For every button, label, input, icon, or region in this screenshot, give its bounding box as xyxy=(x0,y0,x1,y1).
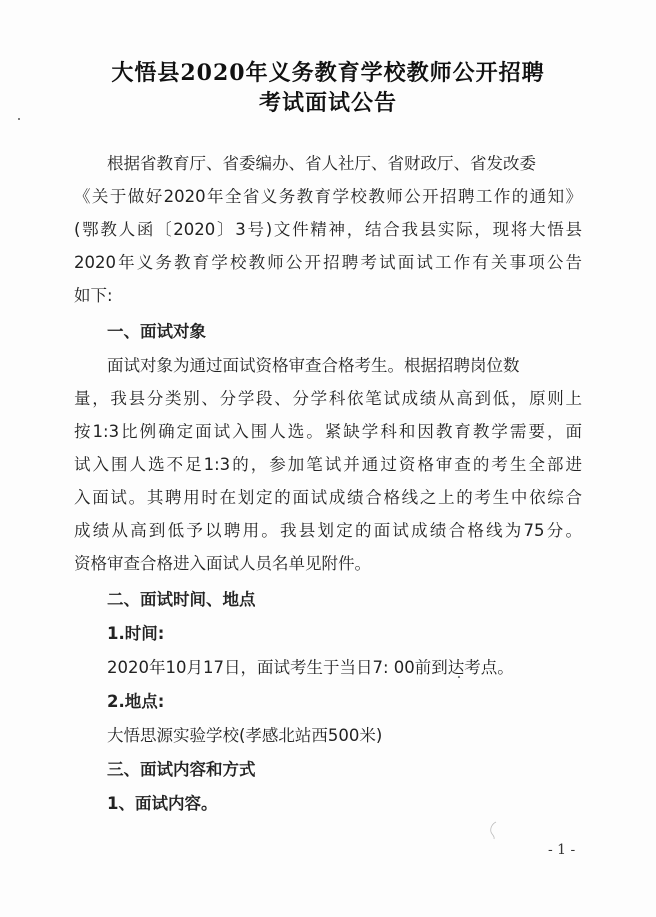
intro-line-2: 《关于做好2020年全省义务教育学校教师公开招聘工作的通知》 xyxy=(74,187,582,206)
section-1-heading: 一、面试对象 xyxy=(107,322,206,341)
intro-line-3: (鄂教人函〔2020〕3号)文件精神，结合我县实际，现将大悟县 xyxy=(74,220,582,239)
section-1-line-2: 量，我县分类别、分学段、分学科依笔试成绩从高到低，原则上 xyxy=(74,389,582,408)
intro-line-1: 根据省教育厅、省委编办、省人社厅、省财政厅、省发改委 xyxy=(107,154,536,173)
section-2-heading: 二、面试时间、地点 xyxy=(107,590,256,609)
place-value: 大悟思源实验学校(孝感北站西500米) xyxy=(107,726,383,745)
page-number: - 1 - xyxy=(548,842,576,858)
section-1-line-6: 成绩从高到低予以聘用。我县划定的面试成绩合格线为75分。 xyxy=(74,521,582,540)
section-1-line-1: 面试对象为通过面试资格审查合格考生。根据招聘岗位数 xyxy=(107,356,520,375)
time-label: 1.时间: xyxy=(107,624,165,643)
place-label: 2.地点: xyxy=(107,692,165,711)
section-3-sub-1: 1、面试内容。 xyxy=(107,794,218,813)
time-value: 2020年10月17日，面试考生于当日7: 00前到达考点。 xyxy=(107,658,514,677)
document-title-line-1: 大悟县2020年义务教育学校教师公开招聘 xyxy=(111,60,545,86)
intro-line-4: 2020年义务教育学校教师公开招聘考试面试工作有关事项公告 xyxy=(74,253,582,272)
intro-line-5: 如下: xyxy=(74,286,113,305)
section-1-line-3: 按1:3比例确定面试入围人选。紧缺学科和因教育教学需要，面 xyxy=(74,422,582,441)
section-1-line-7: 资格审查合格进入面试人员名单见附件。 xyxy=(74,554,371,573)
section-3-heading: 三、面试内容和方式 xyxy=(107,760,256,779)
document-title-line-2: 考试面试公告 xyxy=(258,90,397,116)
section-1-line-5: 入面试。其聘用时在划定的面试成绩合格线之上的考生中依综合 xyxy=(74,488,582,507)
pen-mark xyxy=(486,820,500,840)
section-1-line-4: 试入围人选不足1:3的，参加笔试并通过资格审查的考生全部进 xyxy=(74,455,582,474)
scan-speck xyxy=(18,118,20,120)
